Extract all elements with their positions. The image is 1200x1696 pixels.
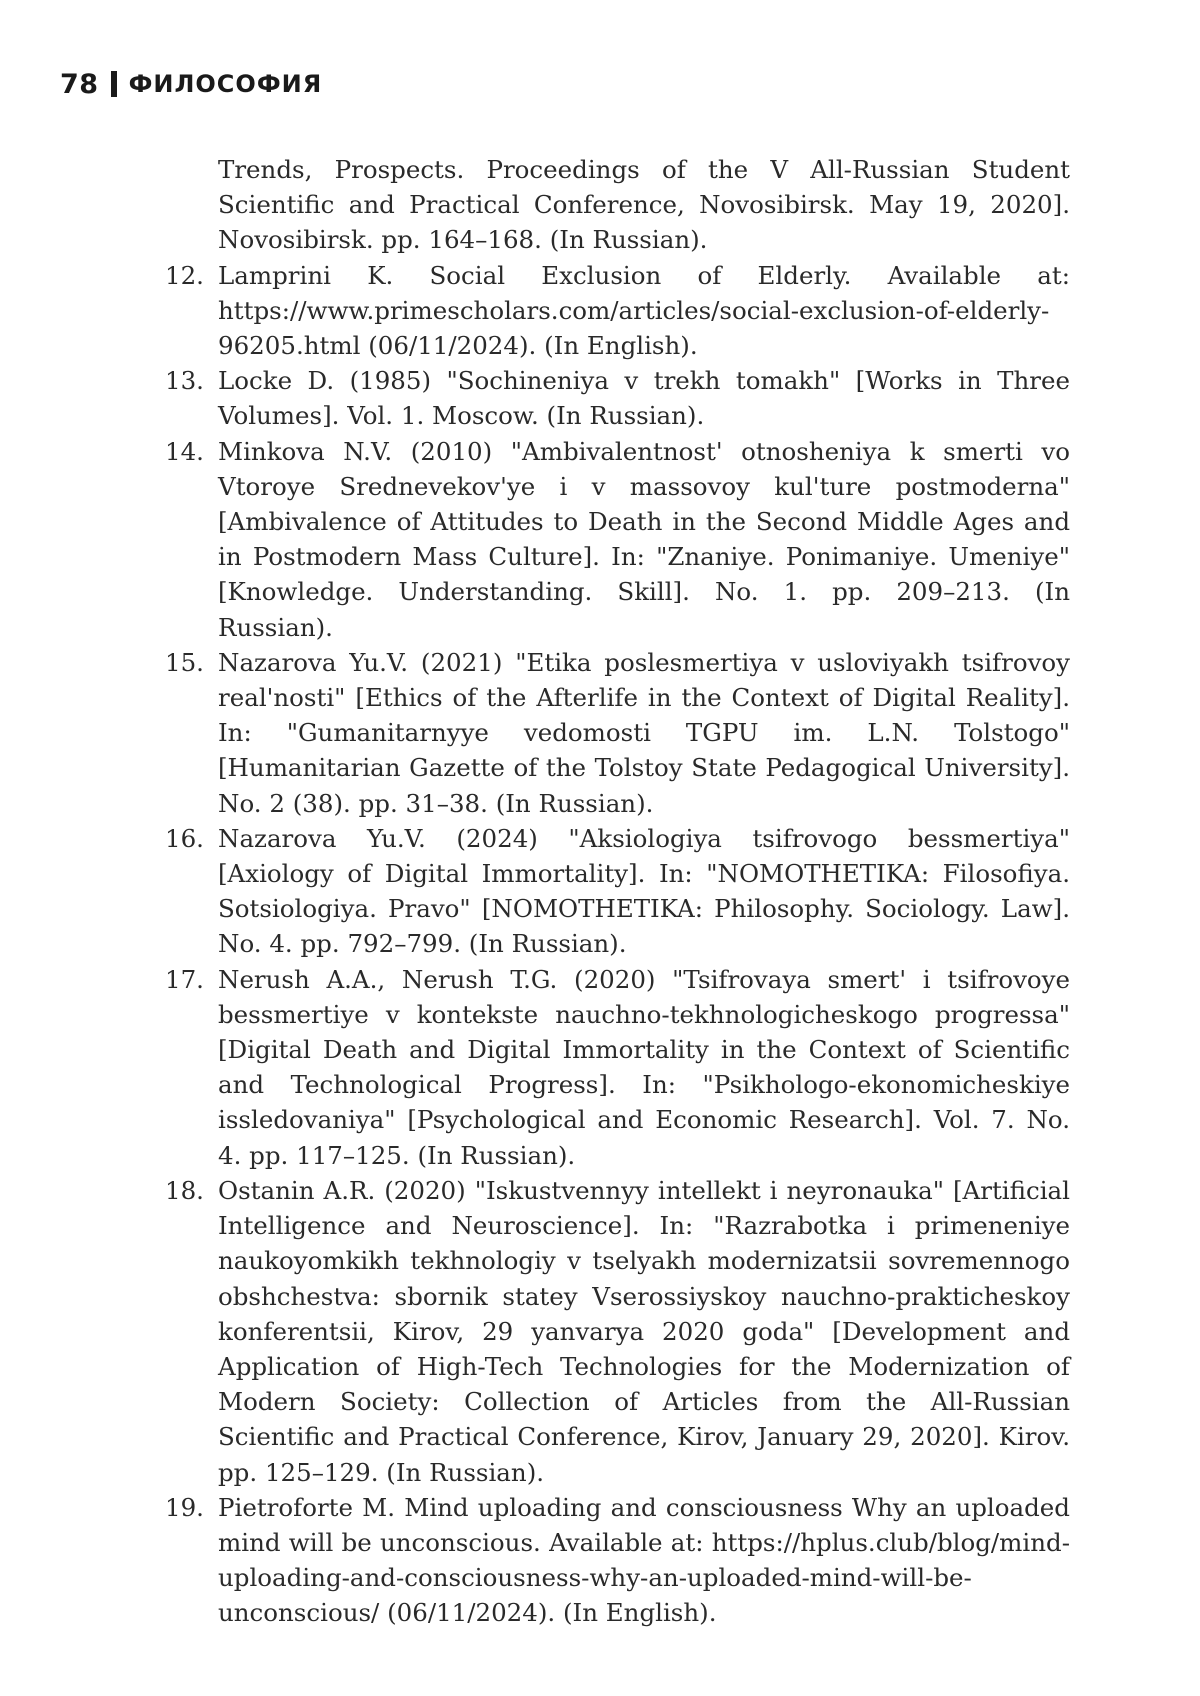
reference-number: 19. — [165, 1492, 204, 1522]
reference-text: Nerush A.A., Nerush T.G. (2020) "Tsifrovaya smert' i tsifrovoye bessmertiye v kontekste nauchno-tekhnologicheskogo progressa" [Digital Death and Digital Immortality in the Context of Scientific and Technological Progress]. In: "Psikhologo-ekonomicheskiye issledovaniya" [Psychological and Economic Research]. Vol. 7. No. 4. pp. 117–125. (In Russian). — [218, 964, 1070, 1170]
reference-text: Ostanin A.R. (2020) "Iskustvennyy intellekt i neyronauka" [Artificial Intelligence and Neuroscience]. In: "Razrabotka i primeneniye naukoyomkikh tekhnologiy v tselyakh modernizatsii sovremennogo obshchestva: sbornik statey Vserossiyskoy nauchno-prakticheskoy konferentsii, Kirov, 29 yanvarya 2020 goda" [Development and Application of High-Tech Technologies for the Modernization of Modern Society: Collection of Articles from the All-Russian Scientific and Practical Conference, Kirov, January 29, 2020]. Kirov. pp. 125–129. (In Russian). — [218, 1175, 1070, 1487]
reference-item — [150, 363, 1070, 433]
reference-item — [150, 645, 1070, 821]
reference-number: 17. — [165, 964, 204, 994]
page-number: 78 — [60, 68, 99, 100]
reference-number: 12. — [165, 260, 204, 290]
reference-text: Locke D. (1985) "Sochineniya v trekh tomakh" [Works in Three Volumes]. Vol. 1. Moscow. (In Russian). — [218, 366, 1070, 431]
reference-item — [150, 821, 1070, 962]
running-header — [60, 64, 322, 104]
reference-item — [150, 962, 1070, 1173]
reference-item — [150, 1173, 1070, 1490]
reference-list — [150, 152, 1070, 1631]
reference-text: Pietroforte M. Mind uploading and consciousness Why an uploaded mind will be unconscious. Available at: https://hplus.club/blog/mind-uploading-and-consciousness-why-an-uploaded-mind-will-be-unconscious/ (06/11/2024). (In English). — [218, 1492, 1070, 1628]
reference-number: 18. — [165, 1175, 204, 1205]
reference-text: Lamprini K. Social Exclusion of Elderly. Available at: https://www.primescholars.com/articles/social-exclusion-of-elderly-96205.html (06/11/2024). (In English). — [218, 260, 1070, 361]
reference-item — [150, 258, 1070, 364]
section-title: ФИЛОСОФИЯ — [128, 70, 323, 98]
reference-number: 14. — [165, 436, 204, 466]
reference-number: 13. — [165, 366, 204, 396]
header-separator — [111, 71, 117, 97]
reference-item — [150, 1490, 1070, 1631]
reference-text: Minkova N.V. (2010) "Ambivalentnost' otnosheniya k smerti vo Vtoroye Srednevekov'ye i v massovoy kul'ture postmoderna" [Ambivalence of Attitudes to Death in the Second Middle Ages and in Postmodern Mass Culture]. In: "Znaniye. Ponimaniye. Umeniye" [Knowledge. Understanding. Skill]. No. 1. pp. 209–213. (In Russian). — [218, 436, 1070, 642]
reference-text: Nazarova Yu.V. (2021) "Etika poslesmertiya v usloviyakh tsifrovoy real'nosti" [Ethics of the Afterlife in the Context of Digital Reality]. In: "Gumanitarnyye vedomosti TGPU im. L.N. Tolstogo" [Humanitarian Gazette of the Tolstoy State Pedagogical University]. No. 2 (38). pp. 31–38. (In Russian). — [218, 647, 1070, 818]
reference-number: 16. — [165, 823, 204, 853]
reference-continuation: Trends, Prospects. Proceedings of the V All-Russian Student Scientific and Practical Conference, Novosibirsk. May 19, 2020]. Novosibirsk. pp. 164–168. (In Russian). — [218, 155, 1070, 255]
reference-text: Nazarova Yu.V. (2024) "Aksiologiya tsifrovogo bessmertiya" [Axiology of Digital Immortality]. In: "NOMOTHETIKA: Filosofiya. Sotsiologiya. Pravo" [NOMOTHETIKA: Philosophy. Sociology. Law]. No. 4. pp. 792–799. (In Russian). — [218, 823, 1070, 959]
reference-number: 15. — [165, 647, 204, 677]
reference-item — [150, 434, 1070, 645]
